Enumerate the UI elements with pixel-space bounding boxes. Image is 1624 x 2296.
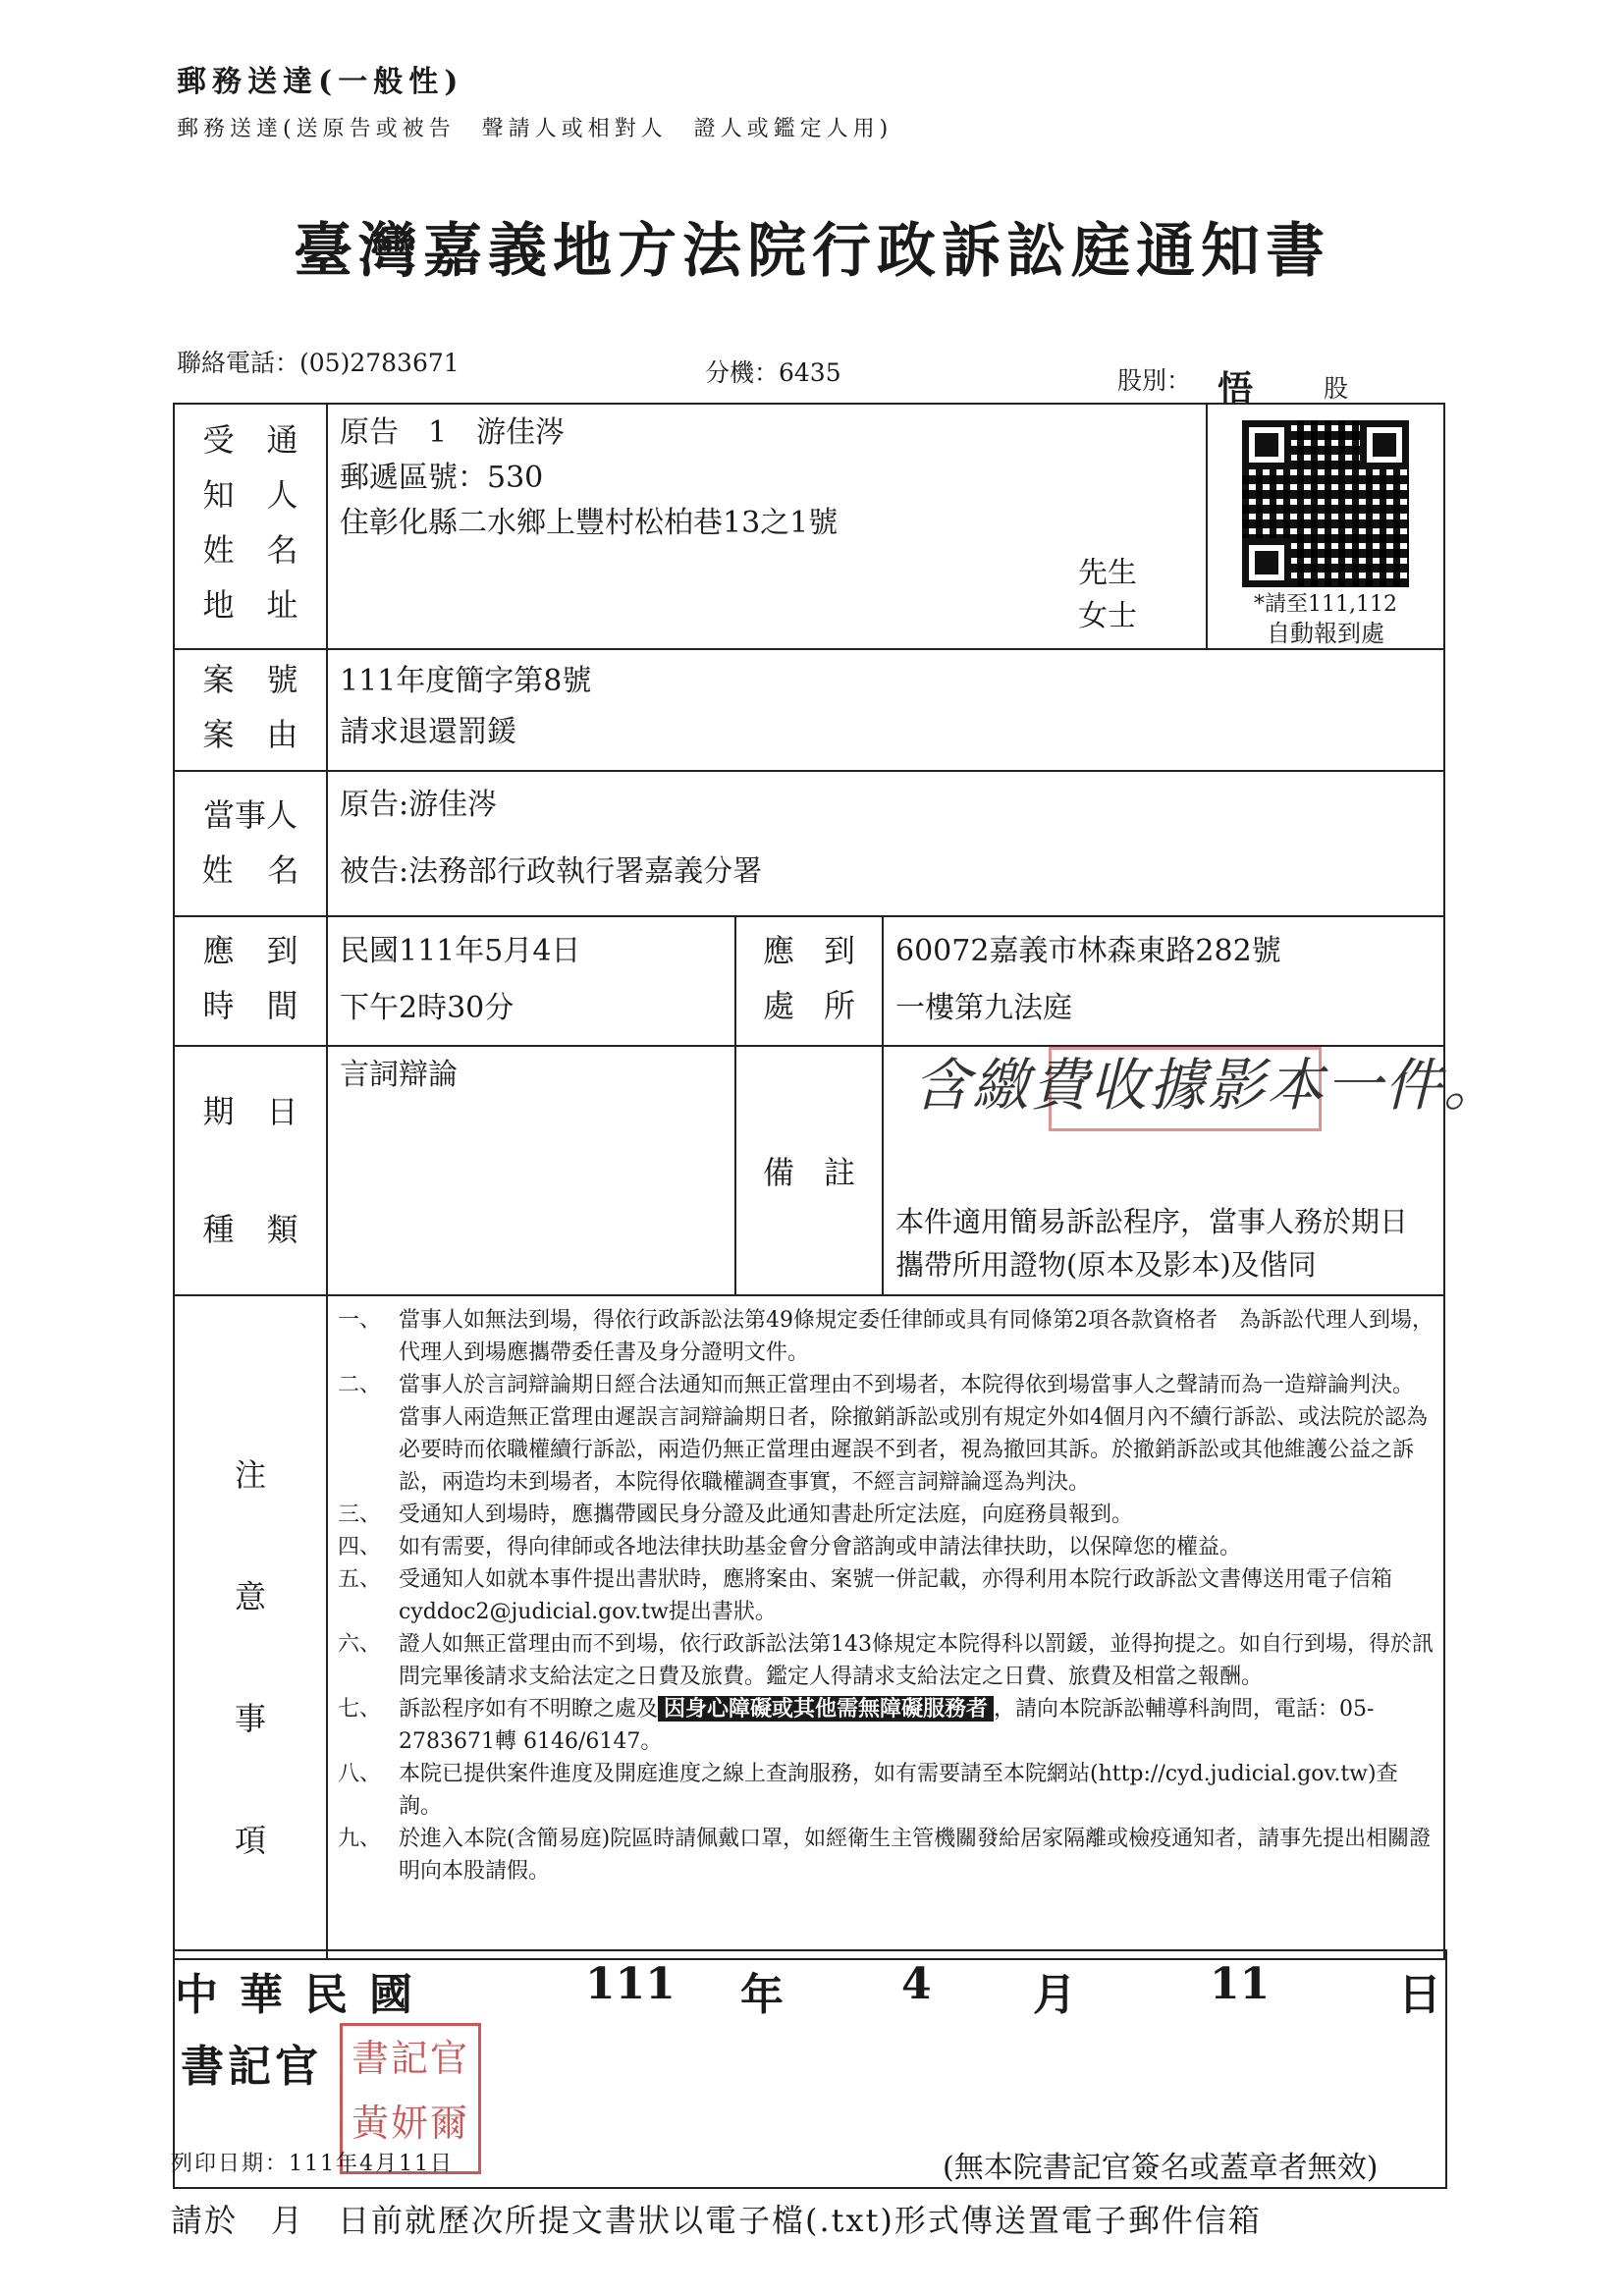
section-value: 悟 (1218, 368, 1254, 410)
email-instruction: 請於 月 日前就歷次所提文書狀以電子檔(.txt)形式傳送置電子郵件信箱 (171, 2202, 1262, 2239)
case-reason: 請求退還罰鍰 (340, 715, 516, 749)
plaintiff: 原告:游佳涔 (340, 788, 498, 822)
remarks-label: 備 註 (735, 1046, 883, 1295)
day-unit: 日 (1398, 1970, 1441, 2020)
invalid-note: (無本院書記官簽名或蓋章者無效) (943, 2151, 1379, 2185)
clerk-label: 書記官 (181, 2042, 322, 2092)
issue-year: 111 (585, 1959, 676, 2009)
recipient-postal: 郵遞區號：530 (340, 461, 544, 495)
print-date: 列印日期：111年4月11日 (171, 2152, 454, 2176)
note-item: 七、 訴訟程序如有不明瞭之處及 因身心障礙或其他需無障礙服務者 ，請向本院訴訟輔導科詢問，電話：05-2783671轉 6146/6147。 (338, 1696, 1375, 1754)
section-label: 股別： (1117, 366, 1192, 395)
time-info (327, 916, 735, 1046)
accessibility-highlight: 因身心障礙或其他需無障礙服務者 (658, 1696, 994, 1722)
session-type: 言詞辯論 (340, 1058, 458, 1092)
notes-row (174, 1295, 1444, 1959)
parties-info (327, 771, 1444, 916)
recipient-address: 住彰化縣二水鄉上豐村松柏巷13之1號 (340, 506, 839, 540)
qr-caption-1: *請至111,112 (1254, 592, 1397, 617)
remarks-text: 本件適用簡易訴訟程序，當事人務於期日攜帶所用證物(原本及影本)及偕同 (895, 1205, 1409, 1282)
case-row (174, 649, 1444, 771)
case-number: 111年度簡字第8號 (340, 664, 592, 698)
place-info (883, 916, 1444, 1046)
session-label: 期 日 種 類 (174, 1046, 327, 1295)
session-type-cell (327, 1046, 735, 1295)
case-info (327, 649, 1444, 771)
notes-label: 注 意 事 項 (174, 1295, 327, 1959)
qr-caption-2: 自動報到處 (1267, 620, 1385, 647)
mail-usage: 郵務送達(送原告或被告 聲請人或相對人 證人或鑑定人用) (177, 117, 893, 141)
handwritten-remark: 含繳費收據影本一件。 (913, 1052, 1503, 1119)
note-item: 五、 受通知人如就本事件提出書狀時，應將案由、案號一併記載，亦得利用本院行政訴訟文書傳送用電子信箱cyddoc2@judicial.gov.tw提出書狀。 (338, 1567, 1393, 1624)
case-label: 案 號 案 由 (174, 649, 327, 771)
year-unit: 年 (740, 1970, 784, 2020)
note-item: 二、 當事人於言詞辯論期日經合法通知而無正當理由不到場者，本院得依到場當事人之聲請而為一造辯論判決。當事人兩造無正當理由遲誤言詞辯論期日者，除撤銷訴訟或別有規定外如4個月內不續行訴訟、或法院於認為必要時而依職權續行訴訟，兩造仍無正當理由遲誤不到者，視為撤回其訴。於撤銷訴訟或其他維護公益之訴訟，兩造均未到場者，本院得依職權調查事實，不經言詞辯論逕為判決。 (338, 1373, 1429, 1495)
note-item: 一、 當事人如無法到場，得依行政訴訟法第49條規定委任律師或具有同條第2項各款資格者 為訴訟代理人到場，代理人到場應攜帶委任書及身分證明文件。 (338, 1308, 1434, 1365)
recipient-label: 受 通 知 人 姓 名 地 址 (174, 404, 327, 649)
note-item: 三、 受通知人到場時，應攜帶國民身分證及此通知書赴所定法庭，向庭務員報到。 (338, 1503, 1134, 1527)
note-item: 九、 於進入本院(含簡易庭)院區時請佩戴口罩，如經衛生主管機關發給居家隔離或檢疫通知者，請事先提出相關證明向本股請假。 (338, 1827, 1432, 1884)
defendant: 被告:法務部行政執行署嘉義分署 (340, 854, 763, 889)
notice-table (173, 403, 1445, 1960)
court-address: 60072嘉義市林森東路282號 (895, 934, 1281, 968)
recipient-role: 原告 1 游佳涔 (340, 415, 566, 450)
schedule-row (174, 916, 1444, 1046)
time-label: 應 到 時 間 (174, 916, 327, 1046)
contact-extension: 分機：6435 (705, 358, 841, 387)
section-suffix: 股 (1324, 374, 1349, 403)
page-title: 臺灣嘉義地方法院行政訴訟庭通知書 (294, 217, 1330, 286)
notes-content (327, 1295, 1444, 1959)
clerk-seal: 書記官 黃妍爾 (340, 2023, 481, 2174)
honorific-mr: 先生 (1078, 556, 1138, 590)
mail-type: 郵務送達(一般性) (177, 65, 464, 99)
honorific-ms: 女士 (1078, 599, 1138, 633)
place-label: 應 到 處 所 (735, 916, 883, 1046)
recipient-row (174, 404, 1444, 649)
note-item: 六、 證人如無正當理由而不到場，依行政訴訟法第143條規定本院得科以罰鍰，並得拘提之。如自行到場，得於訊問完畢後請求支給法定之日費及旅費。鑑定人得請求支給法定之日費、旅費及相當之報酬。 (338, 1632, 1434, 1689)
hearing-time: 下午2時30分 (340, 991, 514, 1025)
parties-row (174, 771, 1444, 916)
divider (173, 1949, 1443, 1951)
issue-day: 11 (1210, 1959, 1271, 2009)
era-label: 中華民國 (175, 1970, 434, 2020)
qr-code-icon (1242, 420, 1409, 587)
recipient-info (327, 404, 1207, 649)
court-room: 一樓第九法庭 (895, 991, 1072, 1025)
parties-label: 當事人 姓 名 (174, 771, 327, 916)
contact-phone: 聯絡電話：(05)2783671 (177, 349, 460, 377)
month-unit: 月 (1033, 1970, 1076, 2020)
issue-month: 4 (901, 1959, 932, 2009)
qr-cell (1207, 404, 1444, 649)
hearing-date: 民國111年5月4日 (340, 934, 581, 968)
note-item: 四、 如有需要，得向律師或各地法律扶助基金會分會諮詢或申請法律扶助，以保障您的權益。 (338, 1535, 1242, 1559)
note-item: 八、 本院已提供案件進度及開庭進度之線上查詢服務，如有需要請至本院網站(http://cyd.judicial.gov.tw)查詢。 (338, 1762, 1398, 1819)
